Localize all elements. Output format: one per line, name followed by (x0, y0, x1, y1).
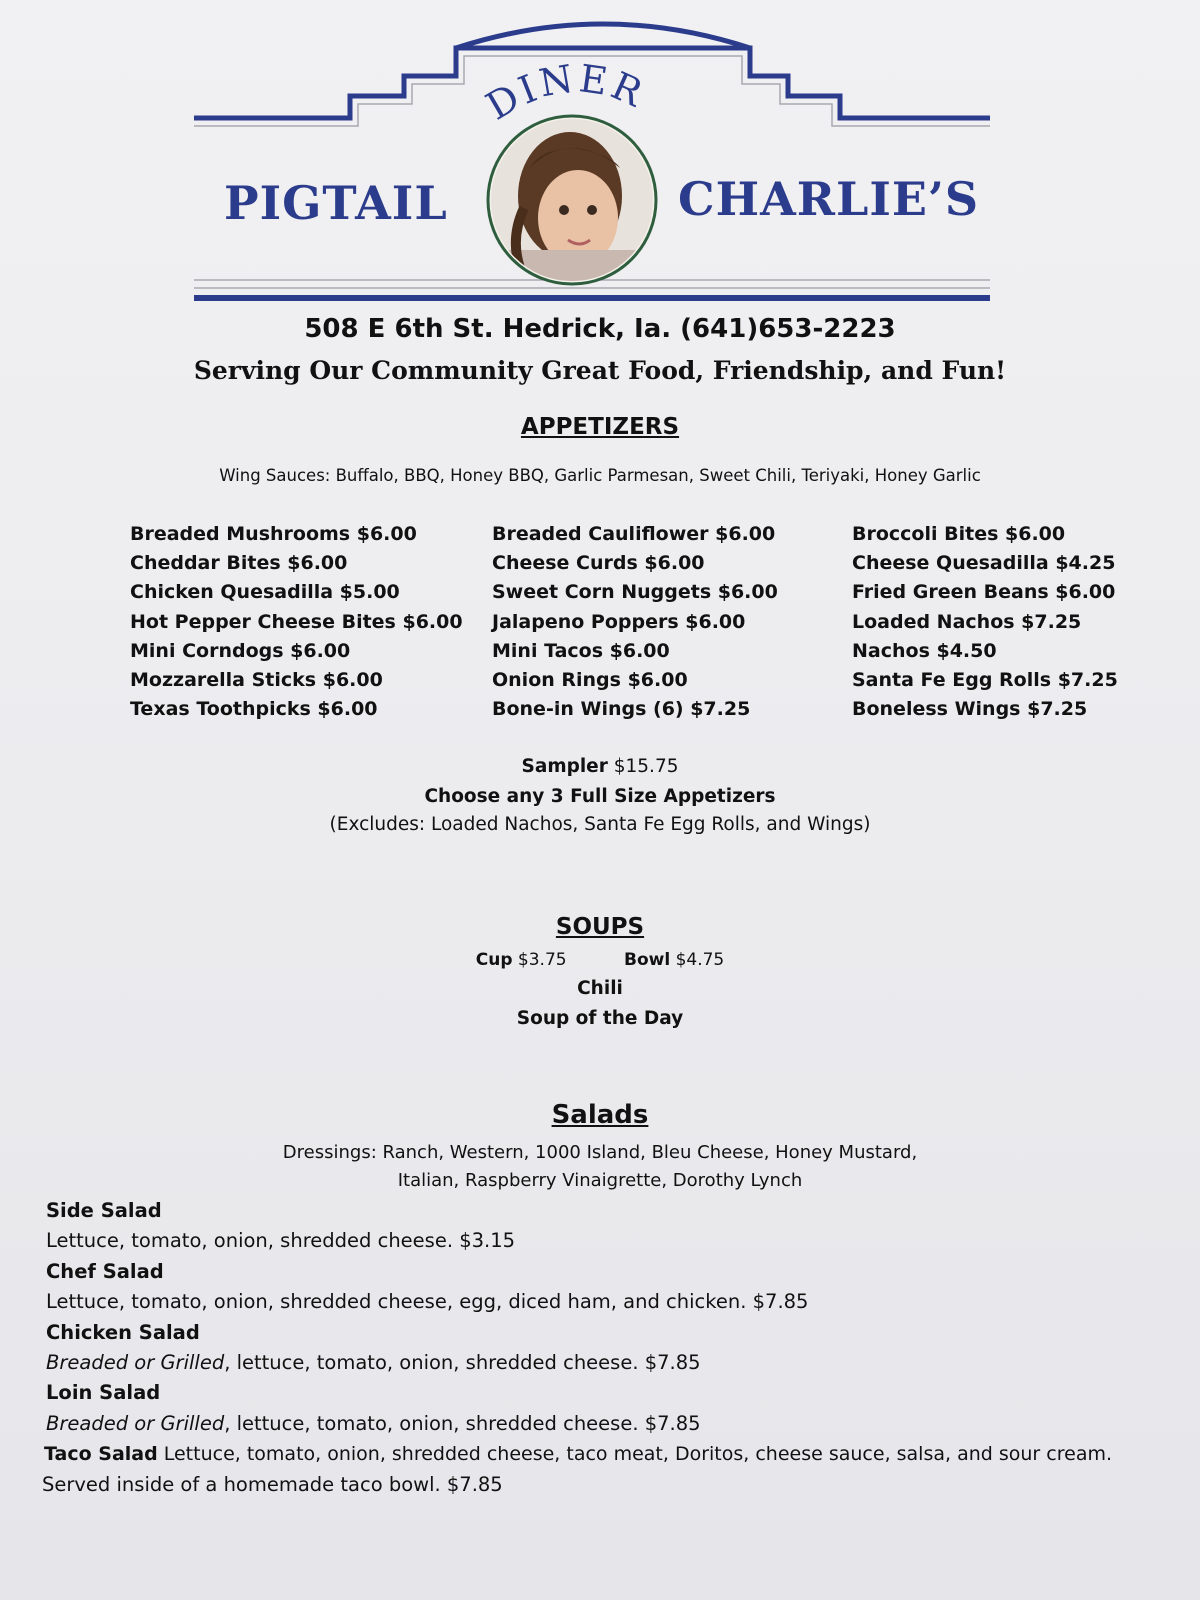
salad-desc-text: , lettuce, tomato, onion, shredded cheese. $7.85 (224, 1351, 701, 1375)
salad-name: Taco Salad (44, 1443, 158, 1466)
appetizer-column-3 (852, 520, 1118, 724)
menu-item: Nachos $4.50 (852, 639, 997, 662)
sampler-excludes: (Excludes: Loaded Nachos, Santa Fe Egg Rolls, and Wings) (329, 814, 871, 835)
menu-item: Sweet Corn Nuggets $6.00 (492, 581, 778, 604)
menu-item: Bone-in Wings (6) $7.25 (492, 698, 751, 721)
salad-list (42, 1196, 1166, 1500)
menu-item: Hot Pepper Cheese Bites $6.00 (130, 610, 463, 633)
salad-description: Lettuce, tomato, onion, shredded cheese, egg, diced ham, and chicken. $7.85 (46, 1290, 809, 1314)
dressings-line-2: Italian, Raspberry Vinaigrette, Dorothy Lynch (397, 1170, 803, 1191)
menu-item: Mini Corndogs $6.00 (130, 639, 351, 662)
menu-item: Santa Fe Egg Rolls $7.25 (852, 669, 1118, 692)
brand-right: CHARLIE’S (678, 172, 980, 226)
soups-title: SOUPS (555, 914, 645, 940)
soup-item: Chili (577, 978, 623, 999)
salad-style: Breaded or Grilled (46, 1411, 225, 1435)
salads-title: Salads (551, 1100, 649, 1130)
salad-description (46, 1348, 1166, 1378)
menu-item: Broccoli Bites $6.00 (852, 523, 1066, 545)
menu-item: Breaded Mushrooms $6.00 (130, 523, 417, 545)
salad-description (46, 1409, 1166, 1439)
cup-price-value: $3.75 (517, 950, 567, 970)
bowl-price (624, 950, 724, 970)
diner-logo (190, 18, 1010, 318)
salad-name: Chef Salad (46, 1259, 164, 1283)
wing-sauces: Wing Sauces: Buffalo, BBQ, Honey BBQ, Garlic Parmesan, Sweet Chili, Teriyaki, Honey Garlic (219, 466, 981, 485)
salad-name: Loin Salad (46, 1381, 161, 1405)
cup-price (476, 950, 567, 970)
bowl-price-value: $4.75 (675, 950, 725, 970)
sampler-line (0, 756, 1200, 777)
menu-item: Onion Rings $6.00 (492, 669, 688, 692)
soup-item: Soup of the Day (516, 1008, 684, 1029)
menu-item: Jalapeno Poppers $6.00 (492, 610, 746, 633)
menu-item: Breaded Cauliflower $6.00 (492, 523, 776, 545)
menu-item: Mozzarella Sticks $6.00 (130, 669, 383, 692)
appetizers-title: APPETIZERS (520, 414, 680, 440)
menu-item: Chicken Quesadilla $5.00 (130, 581, 400, 604)
sampler-description: Choose any 3 Full Size Appetizers (424, 786, 776, 807)
dressings-line-1: Dressings: Ranch, Western, 1000 Island, Bleu Cheese, Honey Mustard, (282, 1142, 918, 1163)
cup-label: Cup (475, 950, 513, 970)
salad-desc-text: , lettuce, tomato, onion, shredded cheese. $7.85 (224, 1411, 701, 1435)
salad-description: Lettuce, tomato, onion, shredded cheese. $3.15 (46, 1229, 516, 1253)
soup-prices (0, 950, 1200, 970)
salad-style: Breaded or Grilled (46, 1351, 225, 1375)
menu-item: Cheddar Bites $6.00 (130, 552, 348, 575)
salad-name: Side Salad (46, 1199, 162, 1222)
menu-item: Mini Tacos $6.00 (492, 639, 670, 662)
menu-item: Texas Toothpicks $6.00 (130, 698, 378, 721)
menu-item: Loaded Nachos $7.25 (852, 610, 1082, 633)
bowl-label: Bowl (623, 950, 671, 970)
salad-desc-text: Lettuce, tomato, onion, shredded cheese, taco meat, Doritos, cheese sauce, salsa, and sour cream. (157, 1443, 1113, 1466)
sampler-price: $15.75 (613, 756, 679, 777)
menu-item: Boneless Wings $7.25 (852, 698, 1088, 721)
appetizer-column-1 (130, 520, 463, 724)
menu-item: Cheese Curds $6.00 (492, 552, 705, 575)
tagline: Serving Our Community Great Food, Friendship, and Fun! (193, 356, 1007, 385)
address-line: 508 E 6th St. Hedrick, Ia. (641)653-2223 (304, 314, 896, 344)
menu-item: Fried Green Beans $6.00 (852, 581, 1116, 604)
salad-description (44, 1439, 1166, 1469)
salad-description: Served inside of a homemade taco bowl. $7.85 (42, 1472, 503, 1496)
appetizer-column-2 (492, 520, 778, 724)
logo-diner-text: DINER (478, 56, 652, 129)
brand-left: PIGTAIL (224, 176, 448, 230)
sampler-label: Sampler (521, 756, 608, 777)
menu-item: Cheese Quesadilla $4.25 (852, 552, 1116, 575)
salad-name: Chicken Salad (46, 1320, 200, 1344)
